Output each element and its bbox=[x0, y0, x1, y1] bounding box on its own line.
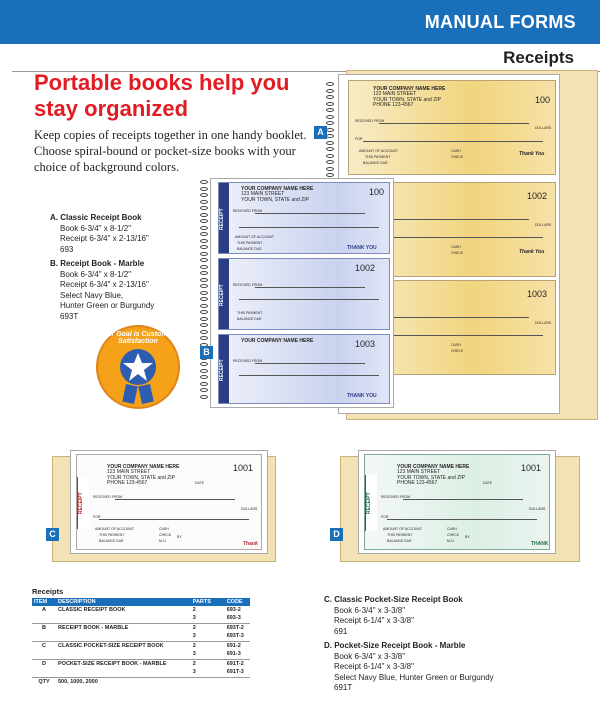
table-row-qty bbox=[32, 678, 250, 688]
ribbon bbox=[122, 384, 137, 404]
cash-label: CASH bbox=[159, 527, 169, 531]
receipt-strip: RECEIPT bbox=[219, 183, 229, 254]
description-cell: CLASSIC RECEIPT BOOK bbox=[58, 607, 126, 613]
mo-label: M.O. bbox=[447, 539, 455, 543]
company-city: YOUR TOWN, STATE and ZIP bbox=[373, 96, 441, 103]
item-b-line: Select Navy Blue, bbox=[60, 290, 124, 300]
table-row bbox=[32, 660, 250, 678]
book-c bbox=[52, 450, 276, 562]
rule bbox=[239, 375, 379, 376]
thank-you-text: THANK bbox=[531, 541, 549, 547]
rule bbox=[379, 123, 529, 124]
customer-satisfaction-badge bbox=[96, 325, 180, 409]
item-c-line: Receipt 6-1/4" x 3-3/8" bbox=[334, 616, 414, 625]
code-cell: 693T-2 693T-3 bbox=[225, 624, 250, 642]
qty-label: QTY bbox=[32, 678, 56, 688]
spiral-binding bbox=[200, 180, 208, 401]
payment-label: THIS PAYMENT bbox=[237, 241, 263, 245]
received-from-label: RECEIVED FROM bbox=[93, 495, 123, 499]
label-d: D bbox=[330, 528, 343, 541]
company-block bbox=[107, 465, 179, 487]
receipt-number: 100 bbox=[369, 187, 385, 197]
check-label: CHECK bbox=[159, 533, 172, 537]
item-d-description bbox=[324, 641, 534, 694]
code-cell: 691T-2 691T-3 bbox=[225, 660, 250, 678]
balance-label: BALANCE DUE bbox=[387, 539, 412, 543]
balance-label: BALANCE DUE bbox=[363, 161, 388, 165]
company-block bbox=[397, 465, 469, 487]
rule bbox=[115, 499, 235, 500]
col-header-parts: PARTS bbox=[191, 598, 225, 606]
received-from-label: RECEIVED FROM bbox=[233, 209, 263, 213]
payment-label: THIS PAYMENT bbox=[387, 533, 413, 537]
col-header-code: CODE bbox=[225, 598, 250, 606]
item-b-description bbox=[50, 259, 210, 322]
receipt-b2 bbox=[218, 258, 390, 330]
item-cell: D bbox=[32, 660, 56, 678]
check-label: CHECK bbox=[451, 349, 464, 353]
company-city: YOUR TOWN, STATE and ZIP bbox=[241, 196, 309, 203]
item-c-description bbox=[324, 595, 534, 637]
item-d-title: D. Pocket-Size Receipt Book - Marble bbox=[324, 641, 466, 650]
rule bbox=[239, 227, 379, 228]
item-d-line: 691T bbox=[334, 683, 353, 692]
check-label: CHECK bbox=[451, 155, 464, 159]
item-d-line: Book 6-3/4" x 3-3/8" bbox=[334, 651, 406, 661]
item-cell: C bbox=[32, 642, 56, 660]
receipt-number: 100 bbox=[535, 95, 551, 105]
for-label: FOR bbox=[93, 515, 101, 519]
thank-you-text: THANK YOU bbox=[347, 393, 377, 399]
badge-text: Our Goal is Customer Satisfaction bbox=[101, 331, 175, 345]
receipt-strip: RECEIPT bbox=[365, 475, 377, 531]
for-label: FOR bbox=[355, 137, 363, 141]
label-b: B bbox=[200, 346, 213, 359]
item-a-line: 693 bbox=[60, 244, 74, 254]
receipt-number: 1002 bbox=[355, 263, 376, 273]
table-row bbox=[32, 642, 250, 660]
rule bbox=[363, 141, 543, 142]
code-cell: 693-2 693-3 bbox=[226, 607, 241, 621]
balance-label: BALANCE DUE bbox=[237, 247, 262, 251]
receipt-a1 bbox=[348, 80, 556, 175]
section-title: Receipts bbox=[503, 48, 574, 67]
date-label: DATE bbox=[483, 481, 493, 485]
received-from-label: RECEIVED FROM bbox=[233, 283, 263, 287]
company-street: 123 MAIN STREET bbox=[397, 469, 441, 476]
rule bbox=[255, 363, 365, 364]
ribbon bbox=[138, 384, 153, 404]
company-street: 123 MAIN STREET bbox=[373, 91, 417, 98]
receipt-c bbox=[76, 454, 262, 550]
item-b-line: Hunter Green or Burgundy bbox=[60, 301, 155, 310]
company-name: YOUR COMPANY NAME HERE bbox=[241, 338, 314, 344]
company-city: YOUR TOWN, STATE and ZIP bbox=[397, 474, 465, 481]
receipt-strip: RECEIPT bbox=[219, 259, 229, 330]
dollars-label: DOLLARS bbox=[535, 126, 552, 130]
for-label: FOR bbox=[381, 515, 389, 519]
receipt-d bbox=[364, 454, 550, 550]
item-a-line: Book 6-3/4" x 8-1/2" bbox=[60, 223, 132, 233]
parts-cell: 2 3 bbox=[191, 660, 225, 678]
item-b-line: 693T bbox=[60, 311, 79, 321]
thank-you-text: Thank You bbox=[519, 151, 545, 157]
dollars-label: DOLLARS bbox=[535, 223, 552, 227]
company-street: 123 MAIN STREET bbox=[107, 469, 151, 476]
amount-label: AMOUNT OF ACCOUNT bbox=[359, 149, 399, 153]
thank-you-text: Thank You bbox=[519, 249, 545, 255]
rule bbox=[255, 213, 365, 214]
balance-label: BALANCE DUE bbox=[237, 317, 262, 321]
header-banner bbox=[0, 0, 600, 44]
book-d bbox=[340, 450, 580, 562]
company-street: 123 MAIN STREET bbox=[241, 191, 285, 198]
banner-title: MANUAL FORMS bbox=[424, 12, 576, 32]
company-phone: PHONE 123-4567 bbox=[397, 480, 438, 487]
amount-label: AMOUNT OF ACCOUNT bbox=[235, 235, 275, 239]
check-label: CHECK bbox=[447, 533, 460, 537]
company-name: YOUR COMPANY NAME HERE bbox=[107, 464, 180, 470]
item-b-title: B. Receipt Book - Marble bbox=[50, 259, 145, 268]
received-from-label: RECEIVED FROM bbox=[381, 495, 411, 499]
label-c: C bbox=[46, 528, 59, 541]
receipt-number: 1001 bbox=[521, 463, 542, 473]
item-c-title: C. Classic Pocket-Size Receipt Book bbox=[324, 595, 463, 604]
company-block bbox=[241, 187, 313, 203]
receipt-strip: RECEIPT bbox=[77, 477, 89, 529]
cash-label: CASH bbox=[451, 149, 461, 153]
qty-value: 500, 1000, 2000 bbox=[56, 678, 250, 688]
receipt-number: 1003 bbox=[355, 339, 376, 349]
table-row bbox=[32, 606, 250, 624]
product-table bbox=[32, 598, 250, 688]
payment-label: THIS PAYMENT bbox=[365, 155, 391, 159]
description-cell: CLASSIC POCKET-SIZE RECEIPT BOOK bbox=[56, 642, 191, 660]
thank-you-text: Thank bbox=[243, 541, 258, 547]
rule bbox=[255, 287, 365, 288]
mo-label: M.O. bbox=[159, 539, 167, 543]
rule bbox=[403, 499, 523, 500]
item-a-description bbox=[50, 213, 210, 255]
item-c-line: 691 bbox=[334, 626, 348, 636]
star-icon bbox=[120, 349, 156, 385]
rule bbox=[379, 219, 529, 220]
rule bbox=[387, 519, 537, 520]
rule bbox=[239, 299, 379, 300]
payment-label: THIS PAYMENT bbox=[99, 533, 125, 537]
parts-cell: 2 3 bbox=[192, 607, 196, 621]
parts-cell: 2 3 bbox=[191, 624, 225, 642]
label-a: A bbox=[314, 126, 327, 139]
thank-you-text: THANK YOU bbox=[347, 245, 377, 251]
receipt-strip: RECEIPT bbox=[219, 335, 229, 404]
receipt-number: 1001 bbox=[233, 463, 254, 473]
dollars-label: DOLLARS bbox=[529, 507, 546, 511]
code-cell: 691-2 691-3 bbox=[225, 642, 250, 660]
book-b bbox=[200, 174, 400, 410]
item-c-line: Book 6-3/4" x 3-3/8" bbox=[334, 605, 406, 615]
company-city: YOUR TOWN, STATE and ZIP bbox=[107, 474, 175, 481]
intro-text: Keep copies of receipts together in one handy booklet. Choose spiral-bound or pocket-size books with your choice of background colors. bbox=[34, 128, 307, 174]
check-label: CHECK bbox=[451, 251, 464, 255]
company-phone: PHONE 123-4567 bbox=[373, 102, 414, 109]
cash-label: CASH bbox=[447, 527, 457, 531]
item-d-line: Select Navy Blue, Hunter Green or Burgundy bbox=[334, 672, 494, 682]
dollars-label: DOLLARS bbox=[241, 507, 258, 511]
company-name: YOUR COMPANY NAME HERE bbox=[397, 464, 470, 470]
col-header-item: ITEM bbox=[32, 598, 56, 606]
item-a-line: Receipt 6-3/4" x 2-13/16" bbox=[60, 234, 149, 243]
receipt-b1 bbox=[218, 182, 390, 254]
amount-label: AMOUNT OF ACCOUNT bbox=[383, 527, 423, 531]
rule bbox=[99, 519, 249, 520]
payment-label: THIS PAYMENT bbox=[237, 311, 263, 315]
receipt-number: 1003 bbox=[527, 289, 548, 299]
table-title: Receipts bbox=[32, 587, 64, 596]
item-b-line: Receipt 6-3/4" x 2-13/16" bbox=[60, 280, 149, 289]
receipt-number: 1002 bbox=[527, 191, 548, 201]
item-cell: B bbox=[32, 624, 56, 642]
received-from-label: RECEIVED FROM bbox=[233, 359, 263, 363]
dollars-label: DOLLARS bbox=[535, 321, 552, 325]
receipt-b3 bbox=[218, 334, 390, 404]
description-cell: POCKET-SIZE RECEIPT BOOK - MARBLE bbox=[56, 660, 191, 678]
col-header-description: DESCRIPTION bbox=[56, 598, 191, 606]
company-name: YOUR COMPANY NAME HERE bbox=[373, 86, 446, 92]
item-b-line: Book 6-3/4" x 8-1/2" bbox=[60, 269, 132, 279]
by-label: BY bbox=[465, 535, 470, 539]
rule bbox=[379, 317, 529, 318]
balance-label: BALANCE DUE bbox=[99, 539, 124, 543]
item-a-title: A. Classic Receipt Book bbox=[50, 213, 142, 222]
company-phone: PHONE 123-4567 bbox=[107, 480, 148, 487]
by-label: BY bbox=[177, 535, 182, 539]
item-d-line: Receipt 6-1/4" x 3-3/8" bbox=[334, 662, 414, 671]
amount-label: AMOUNT OF ACCOUNT bbox=[95, 527, 135, 531]
description-cell: RECEIPT BOOK - MARBLE bbox=[56, 624, 191, 642]
company-name: YOUR COMPANY NAME HERE bbox=[241, 186, 314, 192]
headline: Portable books help you stay organized bbox=[34, 70, 290, 121]
cash-label: CASH bbox=[451, 343, 461, 347]
item-cell: A bbox=[42, 607, 46, 613]
company-block bbox=[241, 339, 313, 344]
table-row bbox=[32, 624, 250, 642]
cash-label: CASH bbox=[451, 245, 461, 249]
company-block bbox=[373, 87, 445, 109]
received-from-label: RECEIVED FROM bbox=[355, 119, 385, 123]
date-label: DATE bbox=[195, 481, 205, 485]
parts-cell: 2 3 bbox=[191, 642, 225, 660]
